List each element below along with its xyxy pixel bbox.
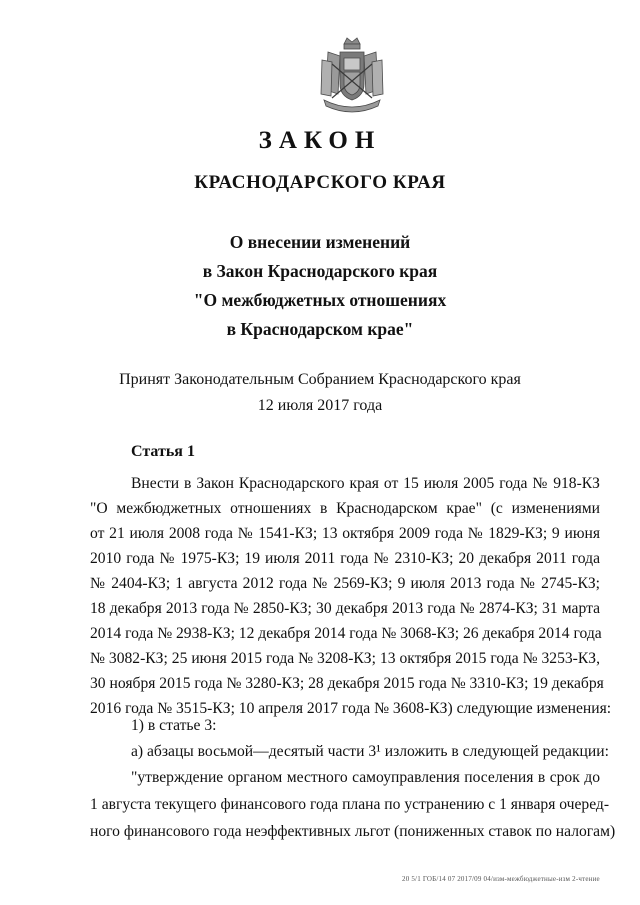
article-title: Статья 1 (131, 443, 195, 460)
body-line: ного финансового года неэффективных льгот (пониженных ставок по налогам) (90, 823, 616, 840)
coat-of-arms-emblem (318, 34, 386, 116)
heading-line: О внесении изменений (229, 232, 411, 252)
body-line: Внести в Закон Краснодарского края от 15 июля 2005 года № 918-КЗ (131, 475, 600, 492)
body-line: 2014 года № 2938-КЗ; 12 декабря 2014 года № 3068-КЗ; 26 декабря 2014 года (90, 625, 602, 642)
document-subtitle: КРАСНОДАРСКОГО КРАЯ (194, 172, 446, 193)
adopted-date: 12 июля 2017 года (257, 397, 383, 414)
body-line: а) абзацы восьмой—десятый части 3¹ изложить в следующей редакции: (131, 743, 609, 760)
adopted-by-text: Принят Законодательным Собранием Краснодарского края (119, 371, 521, 388)
heading-line: в Краснодарском крае" (226, 319, 414, 339)
adoption-block (0, 367, 640, 419)
body-line: 1) в статье 3: (131, 717, 217, 734)
body-line: "утверждение органом местного самоуправления поселения в срок до (131, 769, 600, 786)
body-line: "О межбюджетных отношениях в Краснодарском крае" (с изменениями (90, 500, 600, 517)
body-line: от 21 июля 2008 года № 1541-КЗ; 13 октября 2009 года № 1829-КЗ; 9 июня (90, 525, 600, 542)
body-line: 18 декабря 2013 года № 2850-КЗ; 30 декабря 2013 года № 2874-КЗ; 31 марта (90, 600, 600, 617)
heading-line: в Закон Краснодарского края (202, 261, 438, 281)
footer-file-code: 20 5/1 ГОБ/14 07 2017/09 04/изм-межбюджетные-изм 2-чтение (402, 875, 600, 883)
law-heading (0, 228, 640, 344)
document-title: ЗАКОН (258, 127, 382, 154)
body-line: № 2404-КЗ; 1 августа 2012 года № 2569-КЗ; 9 июля 2013 года № 2745-КЗ; (90, 575, 600, 592)
body-line: № 3082-КЗ; 25 июня 2015 года № 3208-КЗ; 13 октября 2015 года № 3253-КЗ, (90, 650, 600, 667)
body-line: 2016 года № 3515-КЗ; 10 апреля 2017 года № 3608-КЗ) следующие изменения: (90, 700, 612, 717)
body-line: 1 августа текущего финансового года плана по устранению с 1 января очеред- (90, 796, 610, 813)
heading-line: "О межбюджетных отношениях (193, 290, 447, 310)
body-line: 2010 года № 1975-КЗ; 19 июля 2011 года № 2310-КЗ; 20 декабря 2011 года (90, 550, 600, 567)
body-line: 30 ноября 2015 года № 3280-КЗ; 28 декабря 2015 года № 3310-КЗ; 19 декабря (90, 675, 604, 692)
